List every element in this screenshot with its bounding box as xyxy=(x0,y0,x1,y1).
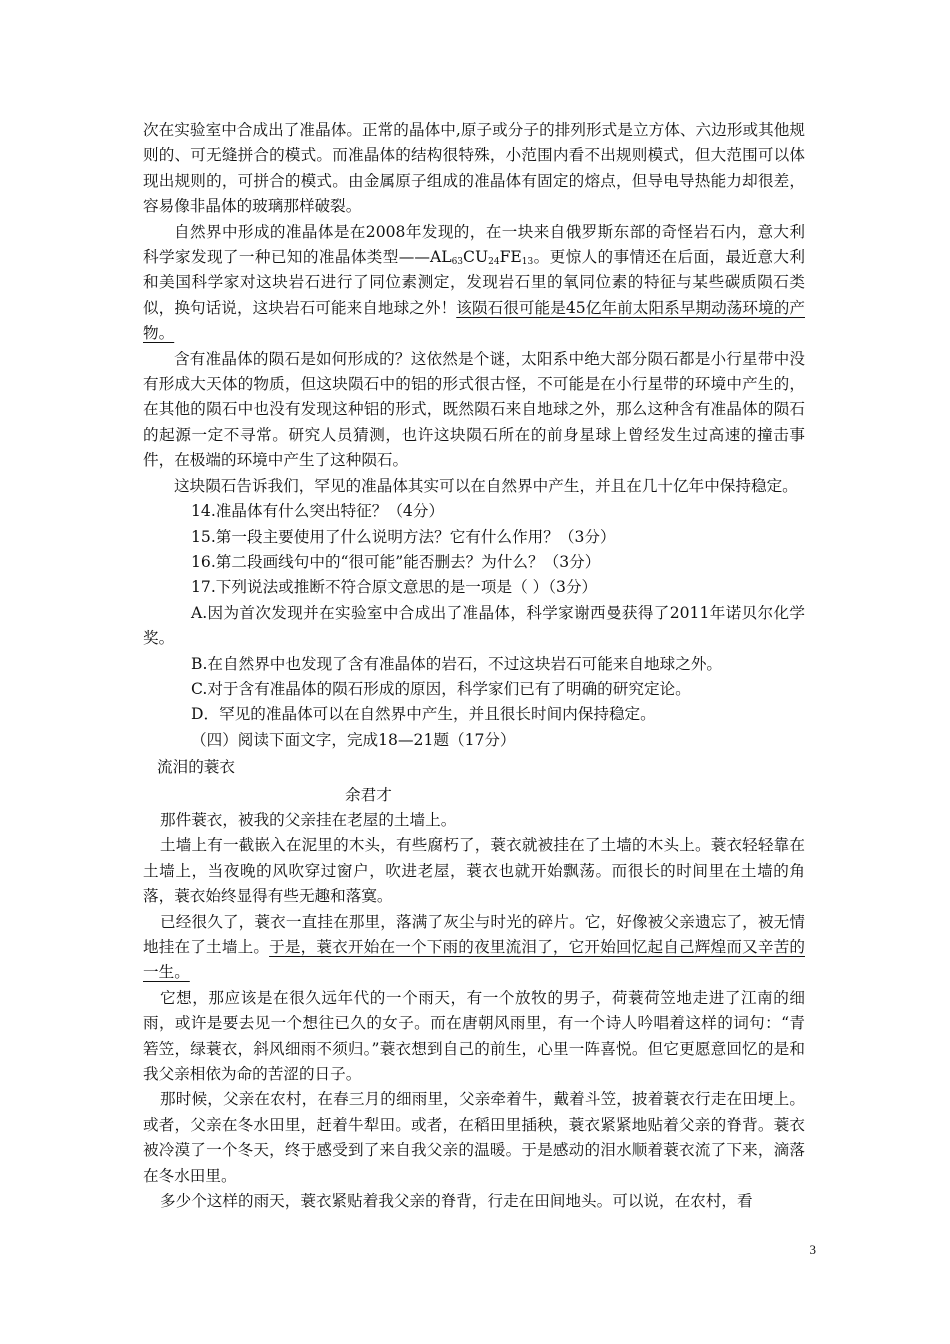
formula-element-fe: FE xyxy=(499,248,522,267)
question-15: 15.第一段主要使用了什么说明方法？它有什么作用？（3分） xyxy=(191,527,616,546)
story-paragraph-3 xyxy=(143,910,805,986)
option-a: A.因为首次发现并在实验室中合成出了准晶体，科学家谢西曼获得了2011年诺贝尔化学奖。 xyxy=(143,603,805,648)
option-d: D．罕见的准晶体可以在自然界中产生，并且很长时间内保持稳定。 xyxy=(191,705,656,724)
question-14: 14.准晶体有什么突出特征？（4分） xyxy=(191,502,445,521)
section-4-heading: （四）阅读下面文字，完成18—21题（17分） xyxy=(191,730,516,749)
story-paragraph-6: 多少个这样的雨天，蓑衣紧贴着我父亲的脊背，行走在田间地头。可以说，在农村，看 xyxy=(160,1192,753,1211)
story-underlined-sentence: 于是，蓑衣开始在一个下雨的夜里流泪了，它开始回忆起自己辉煌而又辛苦的一生。 xyxy=(143,938,805,982)
formula-subscript-24: 24 xyxy=(488,257,500,268)
paragraph-2-text-b: 。更惊人的事情还在后面，最近意大利和美国科学家对这块岩石进行了同位素测定，发现岩石里的氧同位素的特征与某些碳质陨石类似，换句话说，这块岩石可能来自地球之外！ xyxy=(143,248,805,317)
story-paragraph-3-text: 已经很久了，蓑衣一直挂在那里，落满了灰尘与时光的碎片。它，好像被父亲遗忘了，被无情地挂在了土墙上。 xyxy=(143,912,805,956)
formula-subscript-63: 63 xyxy=(451,257,464,268)
page-number: 3 xyxy=(809,1242,816,1257)
formula-subscript-13: 13 xyxy=(521,257,534,268)
article-paragraph-2 xyxy=(143,220,805,347)
question-17: 17.下列说法或推断不符合原文意思的是一项是（ ）（3分） xyxy=(191,578,598,597)
story-paragraph-4: 它想，那应该是在很久远年代的一个雨天，有一个放牧的男子，荷蓑荷笠地走进了江南的细雨，或许是要去见一个想往已久的女子。而在唐朝风雨里，有一个诗人吟唱着这样的词句：“青箬笠，绿蓑衣，斜风细雨不须归。”蓑衣想到自己的前生，心里一阵喜悦。但它更愿意回忆的是和我父亲相依为命的苦涩的日子。 xyxy=(143,988,805,1084)
option-b: B.在自然界中也发现了含有准晶体的岩石，不过这块岩石可能来自地球之外。 xyxy=(191,654,723,673)
story-paragraph-1: 那件蓑衣，被我的父亲挂在老屋的土墙上。 xyxy=(160,810,457,829)
article-paragraph-4: 这块陨石告诉我们，罕见的准晶体其实可以在自然界中产生，并且在几十亿年中保持稳定。 xyxy=(174,476,798,495)
story-author: 余君才 xyxy=(345,785,392,804)
formula-element-cu: CU xyxy=(463,248,489,267)
option-c: C.对于含有准晶体的陨石形成的原因，科学家们已有了明确的研究定论。 xyxy=(191,679,691,698)
question-16: 16.第二段画线句中的“很可能”能否删去？为什么？（3分） xyxy=(191,552,601,571)
article-paragraph-1: 次在实验室中合成出了准晶体。正常的晶体中,原子或分子的排列形式是立方体、六边形或其他规则的、可无缝拼合的模式。而准晶体的结构很特殊，小范围内看不出规则模式，但大范围可以体现出规则的，可拼合的模式。由金属原子组成的准晶体有固定的熔点，但导电导热能力却很差，容易像非晶体的玻璃那样破裂。 xyxy=(143,121,805,216)
underlined-sentence: 该陨石很可能是45亿年前太阳系早期动荡环境的产物。 xyxy=(143,298,805,343)
paragraph-2-text-a: 自然界中形成的准晶体是在2008年发现的，在一块来自俄罗斯东部的奇怪岩石内，意大利科学家发现了一种已知的准晶体类型——AL xyxy=(143,222,805,267)
article-paragraph-3: 含有准晶体的陨石是如何形成的？这依然是个谜，太阳系中绝大部分陨石都是小行星带中没有形成大天体的物质，但这块陨石中的铝的形式很古怪，不可能是在小行星带的环境中产生的，在其他的陨石中也没有发现这种铝的形式，既然陨石来自地球之外，那么这种含有准晶体的陨石的起源一定不寻常。研究人员猜测，也许这块陨石所在的前身星球上曾经发生过高速的撞击事件，在极端的环境中产生了这种陨石。 xyxy=(143,349,805,470)
story-paragraph-2: 土墙上有一截嵌入在泥里的木头，有些腐朽了，蓑衣就被挂在了土墙的木头上。蓑衣轻轻靠在土墙上，当夜晚的风吹穿过窗户，吹进老屋，蓑衣也就开始飘荡。而很长的时间里在土墙的角落，蓑衣始终显得有些无趣和落寞。 xyxy=(143,836,805,906)
story-title: 流泪的蓑衣 xyxy=(157,758,235,777)
document-body xyxy=(143,118,805,1214)
story-paragraph-5: 那时候，父亲在农村，在春三月的细雨里，父亲牵着牛，戴着斗笠，披着蓑衣行走在田埂上。或者，父亲在冬水田里，赶着牛犁田。或者，在稻田里插秧，蓑衣紧紧地贴着父亲的脊背。蓑衣被冷漠了一个冬天，终于感受到了来自我父亲的温暖。于是感动的泪水顺着蓑衣流了下来，滴落在冬水田里。 xyxy=(143,1090,805,1185)
